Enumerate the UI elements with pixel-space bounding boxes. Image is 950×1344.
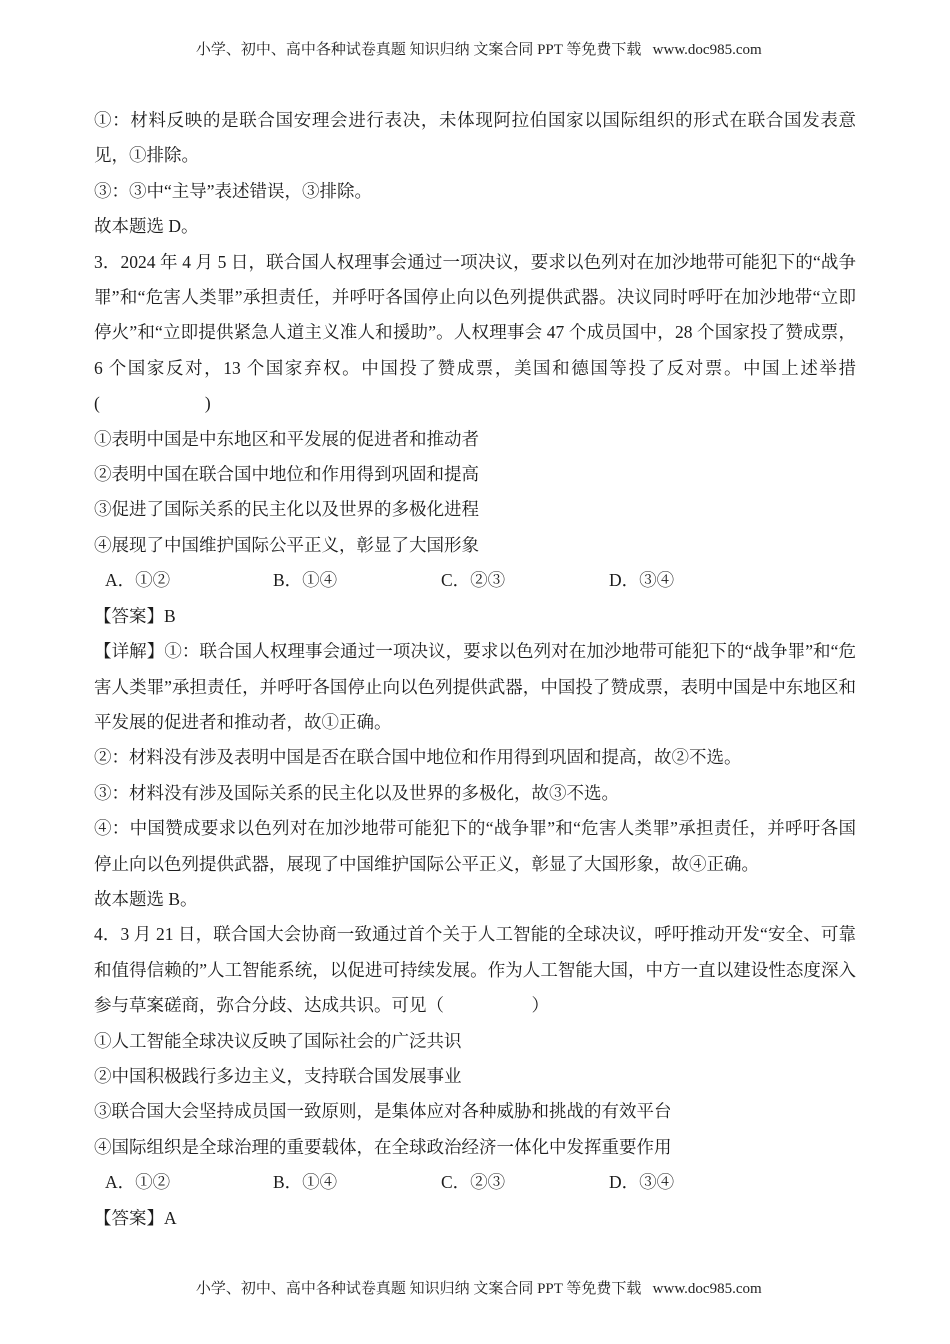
q4-statement-4: ④国际组织是全球治理的重要载体，在全球政治经济一体化中发挥重要作用 — [94, 1136, 672, 1157]
q3-stem: 3．2024 年 4 月 5 日，联合国人权理事会通过一项决议，要求以色列对在加沙地带可能犯下的“战争罪”和“危害人类罪”承担责任，并呼吁各国停止向以色列提供武器。决议同时呼吁在加沙地带“立即停火”和“立即提供紧急人道主义准人和援助”。人权理事会 47 个成员国中，28 个国家投了赞成票，6 个国家反对，13 个国家弃权。中国投了赞成票，美国和德国等投了反对票。中国上述举措( ) — [94, 251, 856, 414]
footer-watermark-text: 小学、初中、高中各种试卷真题 知识归纳 文案合同 PPT 等免费下载 www.doc985.com — [195, 1281, 762, 1297]
q4-answer: 【答案】A — [94, 1207, 177, 1228]
q3-explain-point4: ④：中国赞成要求以色列对在加沙地带可能犯下的“战争罪”和“危害人类罪”承担责任，并呼吁各国停止向以色列提供武器，展现了中国维护国际公平正义，彰显了大国形象，故④正确。 — [94, 818, 856, 874]
q3-explain-point1: 【详解】①：联合国人权理事会通过一项决议，要求以色列对在加沙地带可能犯下的“战争罪”和“危害人类罪”承担责任，并呼吁各国停止向以色列提供武器，中国投了赞成票，表明中国是中东地区和平发展的促进者和推动者，故①正确。 — [94, 641, 856, 732]
option-b: B．①④ — [273, 570, 338, 591]
q4-statement-1: ①人工智能全球决议反映了国际社会的广泛共识 — [94, 1030, 462, 1051]
option-d: D．③④ — [609, 1172, 675, 1193]
option-d: D．③④ — [609, 570, 675, 591]
header-watermark-text: 小学、初中、高中各种试卷真题 知识归纳 文案合同 PPT 等免费下载 www.doc985.com — [195, 42, 762, 58]
q3-answer: 【答案】B — [94, 605, 176, 626]
q3-options — [94, 563, 856, 598]
option-a: A．①② — [105, 1172, 171, 1193]
page-header — [0, 21, 950, 59]
q3-conclusion: 故本题选 B。 — [94, 888, 198, 909]
page-footer — [0, 1260, 950, 1298]
option-c: C．②③ — [441, 570, 506, 591]
q4-statement-3: ③联合国大会坚持成员国一致原则，是集体应对各种威胁和挑战的有效平台 — [94, 1101, 672, 1122]
q3-statement-3: ③促进了国际关系的民主化以及世界的多极化进程 — [94, 499, 479, 520]
q3-explain-point3: ③：材料没有涉及国际关系的民主化以及世界的多极化，故③不选。 — [94, 782, 619, 803]
q4-options — [94, 1165, 856, 1200]
q2-analysis-point3: ③：③中“主导”表述错误，③排除。 — [94, 180, 373, 201]
q3-statement-4: ④展现了中国维护国际公平正义，彰显了大国形象 — [94, 534, 479, 555]
q4-stem: 4．3 月 21 日，联合国大会协商一致通过首个关于人工智能的全球决议，呼吁推动开发“安全、可靠和值得信赖的”人工智能系统，以促进可持续发展。作为人工智能大国，中方一直以建设性态度深入参与草案磋商，弥合分歧、达成共识。可见（ ） — [94, 924, 856, 1016]
q4-statement-2: ②中国积极践行多边主义，支持联合国发展事业 — [94, 1065, 462, 1086]
q3-statement-2: ②表明中国在联合国中地位和作用得到巩固和提高 — [94, 464, 479, 485]
option-b: B．①④ — [273, 1172, 338, 1193]
q2-analysis-point1: ①：材料反映的是联合国安理会进行表决，未体现阿拉伯国家以国际组织的形式在联合国发表意见，①排除。 — [94, 110, 856, 166]
option-a: A．①② — [105, 570, 171, 591]
q3-explain-point2: ②：材料没有涉及表明中国是否在联合国中地位和作用得到巩固和提高，故②不选。 — [94, 747, 742, 768]
option-c: C．②③ — [441, 1172, 506, 1193]
document-body — [94, 103, 856, 1236]
q2-conclusion: 故本题选 D。 — [94, 216, 199, 237]
q3-statement-1: ①表明中国是中东地区和平发展的促进者和推动者 — [94, 428, 479, 449]
